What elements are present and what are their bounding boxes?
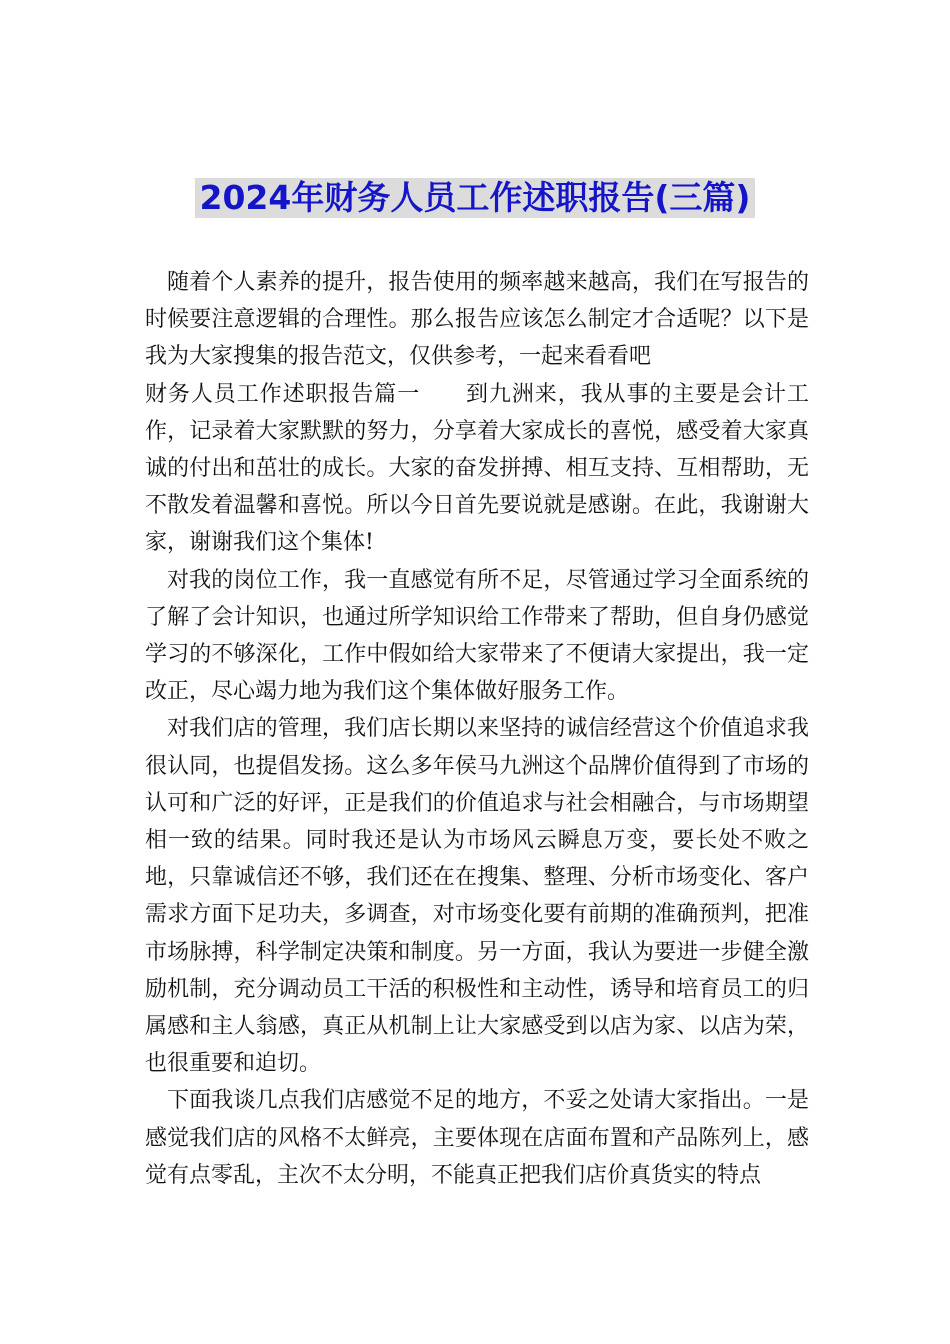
document-body <box>145 264 809 1194</box>
paragraph-store-management: 对我们店的管理，我们店长期以来坚持的诚信经营这个价值追求我很认同，也提倡发扬。这么多年侯马九洲这个品牌价值得到了市场的认可和广泛的好评，正是我们的价值追求与社会相融合，与市场期望相一致的结果。同时我还是认为市场风云瞬息万变，要长处不败之地，只靠诚信还不够，我们还在在搜集、整理、分析市场变化、客户需求方面下足功夫，多调查，对市场变化要有前期的准确预判，把准市场脉搏，科学制定决策和制度。另一方面，我认为要进一步健全激励机制，充分调动员工干活的积极性和主动性，诱导和培育员工的归属感和主人翁感，真正从机制上让大家感受到以店为家、以店为荣，也很重要和迫切。 <box>145 716 809 1077</box>
paragraph-report-1: 财务人员工作述职报告篇一 到九洲来，我从事的主要是会计工作，记录着大家默默的努力，分享着大家成长的喜悦，感受着大家真诚的付出和茁壮的成长。大家的奋发拼搏、相互支持、互相帮助，无不散发着温馨和喜悦。所以今日首先要说就是感谢。在此，我谢谢大家，谢谢我们这个集体! <box>145 381 809 556</box>
paragraph-shortcomings: 下面我谈几点我们店感觉不足的地方，不妥之处请大家指出。一是感觉我们店的风格不太鲜亮，主要体现在店面布置和产品陈列上，感觉有点零乱，主次不太分明，不能真正把我们店价真货实的特点 <box>145 1088 809 1188</box>
paragraph-position-work: 对我的岗位工作，我一直感觉有所不足，尽管通过学习全面系统的了解了会计知识，也通过所学知识给工作带来了帮助，但自身仍感觉学习的不够深化，工作中假如给大家带来了不便请大家提出，我一定改正，尽心竭力地为我们这个集体做好服务工作。 <box>145 567 809 705</box>
document-title: 2024年财务人员工作述职报告(三篇) <box>195 178 754 218</box>
paragraph-intro: 随着个人素养的提升，报告使用的频率越来越高，我们在写报告的时候要注意逻辑的合理性。那么报告应该怎么制定才合适呢？以下是我为大家搜集的报告范文，仅供参考，一起来看看吧 <box>145 270 809 370</box>
title-container <box>0 178 950 218</box>
